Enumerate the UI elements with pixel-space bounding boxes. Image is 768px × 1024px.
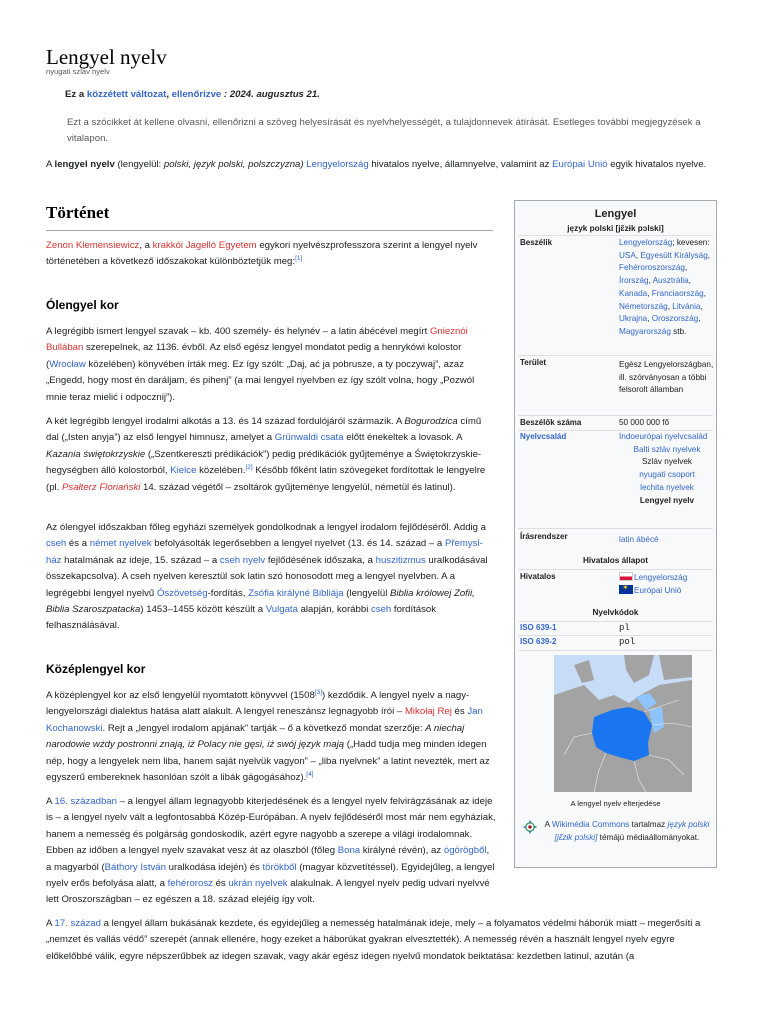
list-separator: , (667, 301, 673, 311)
link-country[interactable]: Fehéroroszország (619, 263, 685, 273)
para-text: (magyar közvetítéssel). Egyidejűleg, a lengyel nyelv erős befolyása alatt, a (46, 861, 495, 890)
para-text: uralkodása idején) és (165, 861, 263, 873)
infobox-divider (518, 569, 713, 570)
link-latin-abece[interactable]: latin ábécé (619, 535, 659, 544)
lead-text: hivatalos nyelve, államnyelve, valamint az (368, 159, 553, 170)
link-lengyelorszag[interactable]: Lengyelország (634, 573, 688, 582)
para-text: és (212, 878, 229, 890)
para-text: és (451, 706, 468, 718)
list-separator: , (635, 250, 641, 260)
commons-text-part: A (544, 820, 552, 829)
para-text: („Szentkereszti prédikációk”) pedig prédikációk gyűjteménye a Świętokrzyskie-hegységben álló kolostorból, (46, 448, 482, 477)
link-grunwaldi-csata[interactable]: Grünwaldi csata (274, 432, 344, 444)
para-text: fordítások felhasználásával. (46, 604, 437, 632)
iso-639-1-code: pl (619, 623, 630, 633)
infobox-label-area: Terület (520, 358, 547, 367)
reference-4[interactable]: [4] (306, 770, 314, 778)
para-text: – a lengyel állam legnagyobb kiterjedésének és a lengyel nyelv felvirágzásának az ideje is – a lengyel nyelv vált a legfontosabbá Közép-Európában. A nyelv fejlődéséről most már nem egyháziak, hanem a nemesség és polgárság gondoskodik, azért egyre nagyobb a szerepe a világi irodalomnak. Ebben az időben a lengyel nyelv szavakat vesz át az olaszból (főleg (46, 796, 496, 857)
commons-text-part: témájú médiaállományokat. (597, 833, 700, 842)
list-separator: , (703, 288, 706, 298)
link-ukran-nyelvek[interactable]: ukrán nyelvek (228, 878, 288, 890)
italic-title: Bogurodzica (404, 416, 458, 427)
reference-1[interactable]: [1] (295, 255, 303, 263)
link-country[interactable]: Ausztrália (652, 276, 689, 286)
subheading-olengyel-kor: Ólengyel kor (46, 298, 119, 312)
link-vulgata[interactable]: Vulgata (265, 604, 298, 616)
link-bona[interactable]: Bona (337, 845, 361, 857)
para-text: alakulnak. A lengyel nyelv pedig udvari nyelvvé lett Oroszországban – ez egészen a 18. század elejéig így volt. (46, 878, 490, 906)
infobox-value-speakers (619, 237, 715, 339)
link-lechita[interactable]: lechita nyelvek (640, 482, 694, 492)
list-separator: , (700, 301, 703, 311)
lead-bold-term: lengyel nyelv (54, 159, 115, 170)
para-text: Az ólengyel időszakban főleg egyházi személyek gondolkodnak a lengyel irodalom fejlődéséről. Addig a (46, 522, 486, 533)
link-country[interactable]: USA (619, 250, 636, 260)
list-separator: , (647, 314, 652, 324)
para-text: A (46, 918, 55, 929)
link-country[interactable]: Írország (619, 276, 649, 286)
infobox-text: stb. (670, 326, 687, 336)
kozep-paragraph-2a (46, 794, 496, 909)
link-zenon-klemensiewicz[interactable]: Zenon Klemensiewicz (46, 240, 140, 251)
link-jan-kochanowski[interactable]: Jan Kochanowski (46, 706, 483, 734)
kozep-paragraph-1 (46, 688, 494, 786)
list-separator: , (647, 288, 652, 298)
link-zsofia-kiralyne-bibliaja[interactable]: Zsófia királyné Bibliája (248, 587, 344, 599)
wikimedia-commons-icon (523, 820, 537, 834)
link-ogorog[interactable]: ógörögből (443, 845, 487, 857)
infobox-divider (518, 528, 713, 529)
link-lengyelorszag[interactable]: Lengyelország (619, 238, 673, 247)
link-cseh-nyelv[interactable]: cseh nyelv (219, 554, 266, 566)
para-text: szerepelnek, az 1136. évből. Az első egész lengyel mondatot pedig a henrykówi kolostor ( (46, 342, 462, 370)
link-iso-639-1[interactable]: ISO 639-1 (520, 623, 557, 632)
link-16-szazad[interactable]: 16. században (54, 796, 117, 807)
link-europai-unio[interactable]: Európai Unió (552, 159, 608, 170)
link-country[interactable]: Franciaország (651, 288, 704, 298)
map-land-northeast (659, 655, 692, 680)
review-note: Ezt a szócikket át kellene olvasni, ellenőrizni a szöveg helyesírását és nyelvhelyességét, a tulajdonnevek átírását. Esetleges további megjegyzések a vitalapon. (67, 117, 701, 144)
link-lengyelorszag[interactable]: Lengyelország (306, 159, 369, 170)
para-text: fejlődésének időszaka, a (265, 554, 376, 566)
link-huszitizmus[interactable]: huszitizmus (375, 554, 426, 566)
para-text: uralkodásával összekapcsolva). A cseh nyelven keresztül sok latin szó honosodott meg a lengyel nyelvben. A a legrégebbi lengyel nyelvű (46, 554, 488, 599)
poland-flag-icon (619, 572, 633, 581)
language-distribution-map[interactable] (554, 655, 692, 792)
subheading-kozeplengyel-kor: Középlengyel kor (46, 662, 146, 676)
infobox-label-speakers: Beszélik (520, 238, 553, 247)
review-status (65, 88, 320, 102)
list-separator: , (688, 276, 691, 286)
list-separator: , (684, 263, 688, 273)
olengyel-paragraph-1 (46, 324, 494, 406)
link-cseh[interactable]: cseh (46, 538, 67, 550)
review-comma: , (166, 89, 169, 100)
link-balti-szlav[interactable]: Balti szláv nyelvek (633, 444, 701, 454)
infobox-label-speaker-count: Beszélők száma (520, 418, 582, 427)
review-date: : 2024. augusztus 21. (223, 89, 320, 100)
link-country[interactable]: Magyarország (619, 326, 671, 336)
link-nyugati-csoport[interactable]: nyugati csoport (639, 470, 695, 480)
iso-639-2-code: pol (619, 637, 636, 647)
family-lengyel: Lengyel nyelv (639, 495, 695, 505)
kozep-paragraph-3 (46, 916, 716, 965)
infobox-divider (518, 235, 713, 236)
commons-text-part: tartalmaz (629, 820, 668, 829)
list-separator: , (698, 314, 701, 324)
para-text: 14. század végétől – zsoltárok gyűjteménye lengyelül, németül és latinul). (140, 481, 456, 493)
section-divider (46, 230, 493, 231)
link-commons-category[interactable]: język polski [jɛ̃zɨk pɔlski] (554, 820, 710, 842)
para-text: hatalmának az ideje, 15. század – a (61, 554, 220, 566)
reference-3[interactable]: [3] (314, 688, 323, 696)
infobox-value-area: Egész Lengyelországban, ill. szórványosan a többi felsorolt államban (619, 360, 714, 395)
lead-text: egyik hivatalos nyelve. (607, 159, 707, 170)
para-text: befolyásolták legerősebben a lengyel nyelvet (13. és 14. század – a (151, 538, 445, 550)
lead-text: (lengyelül: (114, 159, 164, 170)
published-version-link[interactable]: közzétett változat (86, 89, 167, 100)
link-iso-639-2[interactable]: ISO 639-2 (520, 637, 557, 646)
link-wroclaw[interactable]: Wrocław (49, 358, 86, 370)
para-text: (lengyelül (343, 587, 390, 599)
italic-title: Kazania świętokrzyskie (46, 448, 146, 460)
para-text: , a magyarból ( (46, 845, 490, 873)
para-text: közelében) könyvében írták meg. Ez így szólt: „Daj, ać ja pobrusze, a ty poczywaj”, azaz „Engedd, hogy most én daráljam, és pihenj” (a mai lengyel nyelvben ez így szólt volna, hogy „Pozwól mnie teraz mielić i odpocznij”). (46, 358, 475, 403)
italic-quote: A niechaj narodowie wżdy postronni znają, iż Polacy nie gęsi, iż swój język mają (46, 722, 465, 751)
section-heading-tortenet: Történet (46, 203, 110, 222)
para-text: -fordítás, (207, 587, 249, 599)
language-infobox (514, 200, 717, 868)
para-text: A középlengyel kor az első lengyelül nyomtatott könyvvel (1508 (46, 690, 315, 701)
link-jagello-egyetem[interactable]: krakkói Jagelló Egyetem (152, 240, 257, 251)
link-country[interactable]: Oroszország (651, 314, 699, 324)
olengyel-paragraph-2 (46, 414, 494, 496)
para-text: királyné révén), az (360, 845, 444, 857)
infobox-label-script: Írásrendszer (520, 532, 568, 541)
link-kielce[interactable]: Kielce (170, 465, 197, 477)
infobox-label-official: Hivatalos (520, 572, 556, 581)
page-subtitle: nyugati szláv nyelv (46, 67, 110, 76)
link-bathory-istvan[interactable]: Báthory István (104, 861, 166, 873)
para-text: , a (139, 240, 153, 251)
para-text: A (46, 796, 55, 807)
infobox-value-speaker-count: 50 000 000 fő (619, 418, 670, 427)
para-text: ) kezdődik. A lengyel nyelv a nagy-lengyelországi dialektus hatása alatt alakult. A lengyel reneszánsz legnagyobb írói – (46, 690, 470, 718)
para-text: alapján, korábbi (297, 604, 371, 616)
infobox-value-official (619, 572, 715, 597)
para-text: című dal („Isten anyja”) az első lengyel himnusz, amelyet a (46, 416, 482, 444)
para-text: A legrégibb ismert lengyel szavak – kb. 400 személy- és helynév – a latin ábécével megírt (46, 326, 430, 337)
infobox-text: ; kevesen: (672, 238, 710, 247)
infobox-divider (518, 650, 713, 651)
para-text: közelében. (196, 465, 246, 477)
para-text: egykori nyelvészprofesszora szerint a lengyel nyelv történetében a következő időszakokat különböztetjük meg: (46, 240, 478, 268)
link-europai-unio[interactable]: Európai Unió (634, 585, 682, 595)
link-country[interactable]: Németország (619, 301, 668, 311)
checked-link[interactable]: ellenőrizve (171, 89, 222, 100)
list-separator: , (648, 276, 653, 286)
lead-native-names: polski, język polski, polszczyzna) (163, 159, 304, 170)
link-gnieznoi-bulla[interactable]: Gnieznói Bullában (46, 326, 468, 354)
para-text: a lengyel állam bukásának kezdete, és egyidejűleg a nemesség hatalmának ideje, mely – a folyamatos védelmi háborúk miatt – megerősíti a „nemzet és vallás védő” szerepét (annak ellenére, hogy ezeket a háborúkat gyakran elvesztették). A nemesség révén a használt lengyel nyelv egyre előkelőbbé válik, egyre népszerűbbek az idegen szavak, vagy akár egész idegen nyelvű mondatok beiktatása: kezdetben latinul, azután (a (46, 918, 701, 962)
list-separator: , (707, 250, 711, 260)
link-nyelvcsalad[interactable]: Nyelvcsalád (520, 432, 567, 441)
history-intro-paragraph (46, 238, 494, 271)
link-country[interactable]: Litvánia (672, 301, 701, 311)
para-text: („Hadd tudja meg minden idegen nép, hogy a lengyelek nem liba, hanem saját nyelvük vagyon” – „liba nyelvnek” a latint nevezték, mert az egyszerű embereknek hasonlóan szólt a libák gágogásához). (46, 739, 490, 784)
infobox-divider (518, 415, 713, 416)
eu-flag-icon (619, 585, 633, 594)
commons-text (541, 818, 713, 844)
link-cseh[interactable]: cseh (371, 604, 392, 616)
infobox-divider (518, 355, 713, 356)
para-text: és a (66, 538, 90, 550)
lead-text: A (46, 159, 55, 170)
infobox-language-family (619, 431, 715, 507)
lead-paragraph (46, 157, 711, 173)
map-caption: A lengyel nyelv elterjedése (570, 799, 661, 808)
infobox-title: Lengyel (594, 208, 637, 220)
link-oszovetseg[interactable]: Ószövetség (156, 587, 208, 599)
para-text: ) 1453–1455 között készült a (140, 604, 266, 616)
link-country[interactable]: Kanada (619, 288, 648, 298)
review-prefix: Ez a (65, 89, 85, 100)
link-torok[interactable]: törökből (262, 861, 297, 873)
link-nemet-nyelvek[interactable]: német nyelvek (89, 538, 152, 550)
link-feherorosz[interactable]: fehérorosz (167, 878, 213, 890)
infobox-section-codes: Nyelvkódok (592, 608, 639, 617)
para-text: előtt énekeltek a lovasok. A (343, 432, 462, 444)
link-psalterz-florianski[interactable]: Psałterz Floriański (62, 481, 141, 493)
italic-title: Biblia królowej Zofii, Biblia Szaroszpatacka (46, 587, 475, 616)
para-text: Később főként latin szövegeket fordítottak le lengyelre (pl. (46, 465, 486, 493)
link-country[interactable]: Egyesült Királyság (640, 250, 708, 260)
link-indoeuropai[interactable]: Indoeurópai nyelvcsalád (619, 432, 708, 441)
link-country[interactable]: Ukrajna (619, 314, 648, 324)
infobox-native-name: język polski [jɛ̃zɨk pɔlski] (567, 224, 664, 233)
link-mikolaj-rej[interactable]: Mikołaj Rej (404, 706, 452, 718)
link-wikimedia-commons[interactable]: Wikimédia Commons (551, 820, 630, 829)
family-szlav: Szláv nyelvek (641, 457, 693, 467)
page-title: Lengyel nyelv (46, 45, 167, 69)
olengyel-paragraph-3 (46, 520, 494, 635)
link-premysl-haz[interactable]: Přemysl-ház (46, 538, 483, 566)
para-text: A két legrégibb lengyel irodalmi alkotás a 13. és 14 század fordulójáról származik. A (46, 416, 405, 427)
link-17-szazad[interactable]: 17. század (54, 918, 101, 929)
para-text: . Rejt a „lengyel irodalom apjának” tartják – ő a következő mondat szerzője: (102, 722, 426, 734)
reference-2[interactable]: [2] (245, 464, 253, 472)
infobox-section-official: Hivatalos állapot (582, 556, 649, 565)
